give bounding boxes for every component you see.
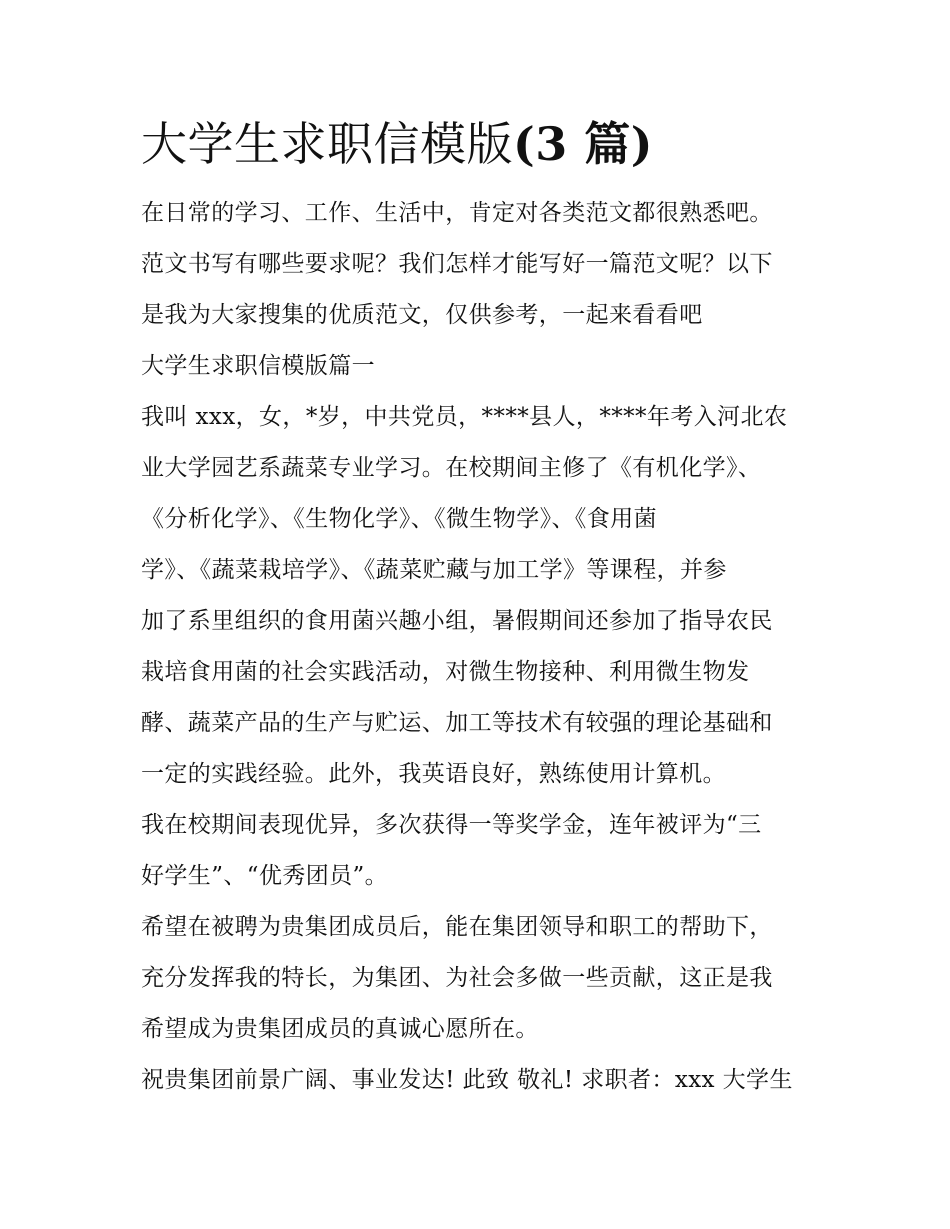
text-line: 一定的实践经验。此外，我英语良好，熟练使用计算机。 xyxy=(141,761,726,787)
text-line: 我叫 xxx，女，*岁，中共党员，****县人，****年考入河北农 xyxy=(141,404,788,430)
text-line: 酵、蔬菜产品的生产与贮运、加工等技术有较强的理论基础和 xyxy=(141,710,773,736)
body-paragraph-honors xyxy=(141,800,831,902)
document-title xyxy=(141,112,831,176)
text-line: 栽培食用菌的社会实践活动，对微生物接种、利用微生物发 xyxy=(141,659,750,685)
title-main: 大学生求职信模版 xyxy=(141,117,513,171)
text-line: 希望在被聘为贵集团成员后，能在集团领导和职工的帮助下， xyxy=(141,914,773,940)
text-line: 《分析化学》、《生物化学》、《微生物学》、《食用菌 xyxy=(141,506,657,532)
text-line: 大学生求职信模版篇一 xyxy=(141,353,375,379)
text-line: 范文书写有哪些要求呢？我们怎样才能写好一篇范文呢？以下 xyxy=(141,251,773,277)
body-paragraph-intro xyxy=(141,392,831,800)
section-heading xyxy=(141,341,831,392)
text-line: 加了系里组织的食用菌兴趣小组，暑假期间还参加了指导农民 xyxy=(141,608,773,634)
text-line: 学》、《蔬菜栽培学》、《蔬菜贮藏与加工学》等课程，并参 xyxy=(141,557,727,583)
text-line: 我在校期间表现优异，多次获得一等奖学金，连年被评为“三 xyxy=(141,812,762,838)
intro-paragraph xyxy=(141,188,831,341)
body-paragraph-hope xyxy=(141,902,831,1055)
document-body xyxy=(141,112,831,1106)
text-line: 业大学园艺系蔬菜专业学习。在校期间主修了《有机化学》、 xyxy=(141,455,762,481)
text-line: 是我为大家搜集的优质范文，仅供参考，一起来看看吧 xyxy=(141,302,703,328)
title-suffix: (3 篇) xyxy=(513,117,654,171)
text-line: 好学生”、“优秀团员”。 xyxy=(141,863,389,889)
text-line: 希望成为贵集团成员的真诚心愿所在。 xyxy=(141,1016,539,1042)
text-line: 充分发挥我的特长，为集团、为社会多做一些贡献，这正是我 xyxy=(141,965,773,991)
text-line: 在日常的学习、工作、生活中，肯定对各类范文都很熟悉吧。 xyxy=(141,200,773,226)
closing-paragraph xyxy=(141,1055,831,1106)
text-line: 祝贵集团前景广阔、事业发达! 此致 敬礼! 求职者：xxx 大学生 xyxy=(141,1067,793,1093)
